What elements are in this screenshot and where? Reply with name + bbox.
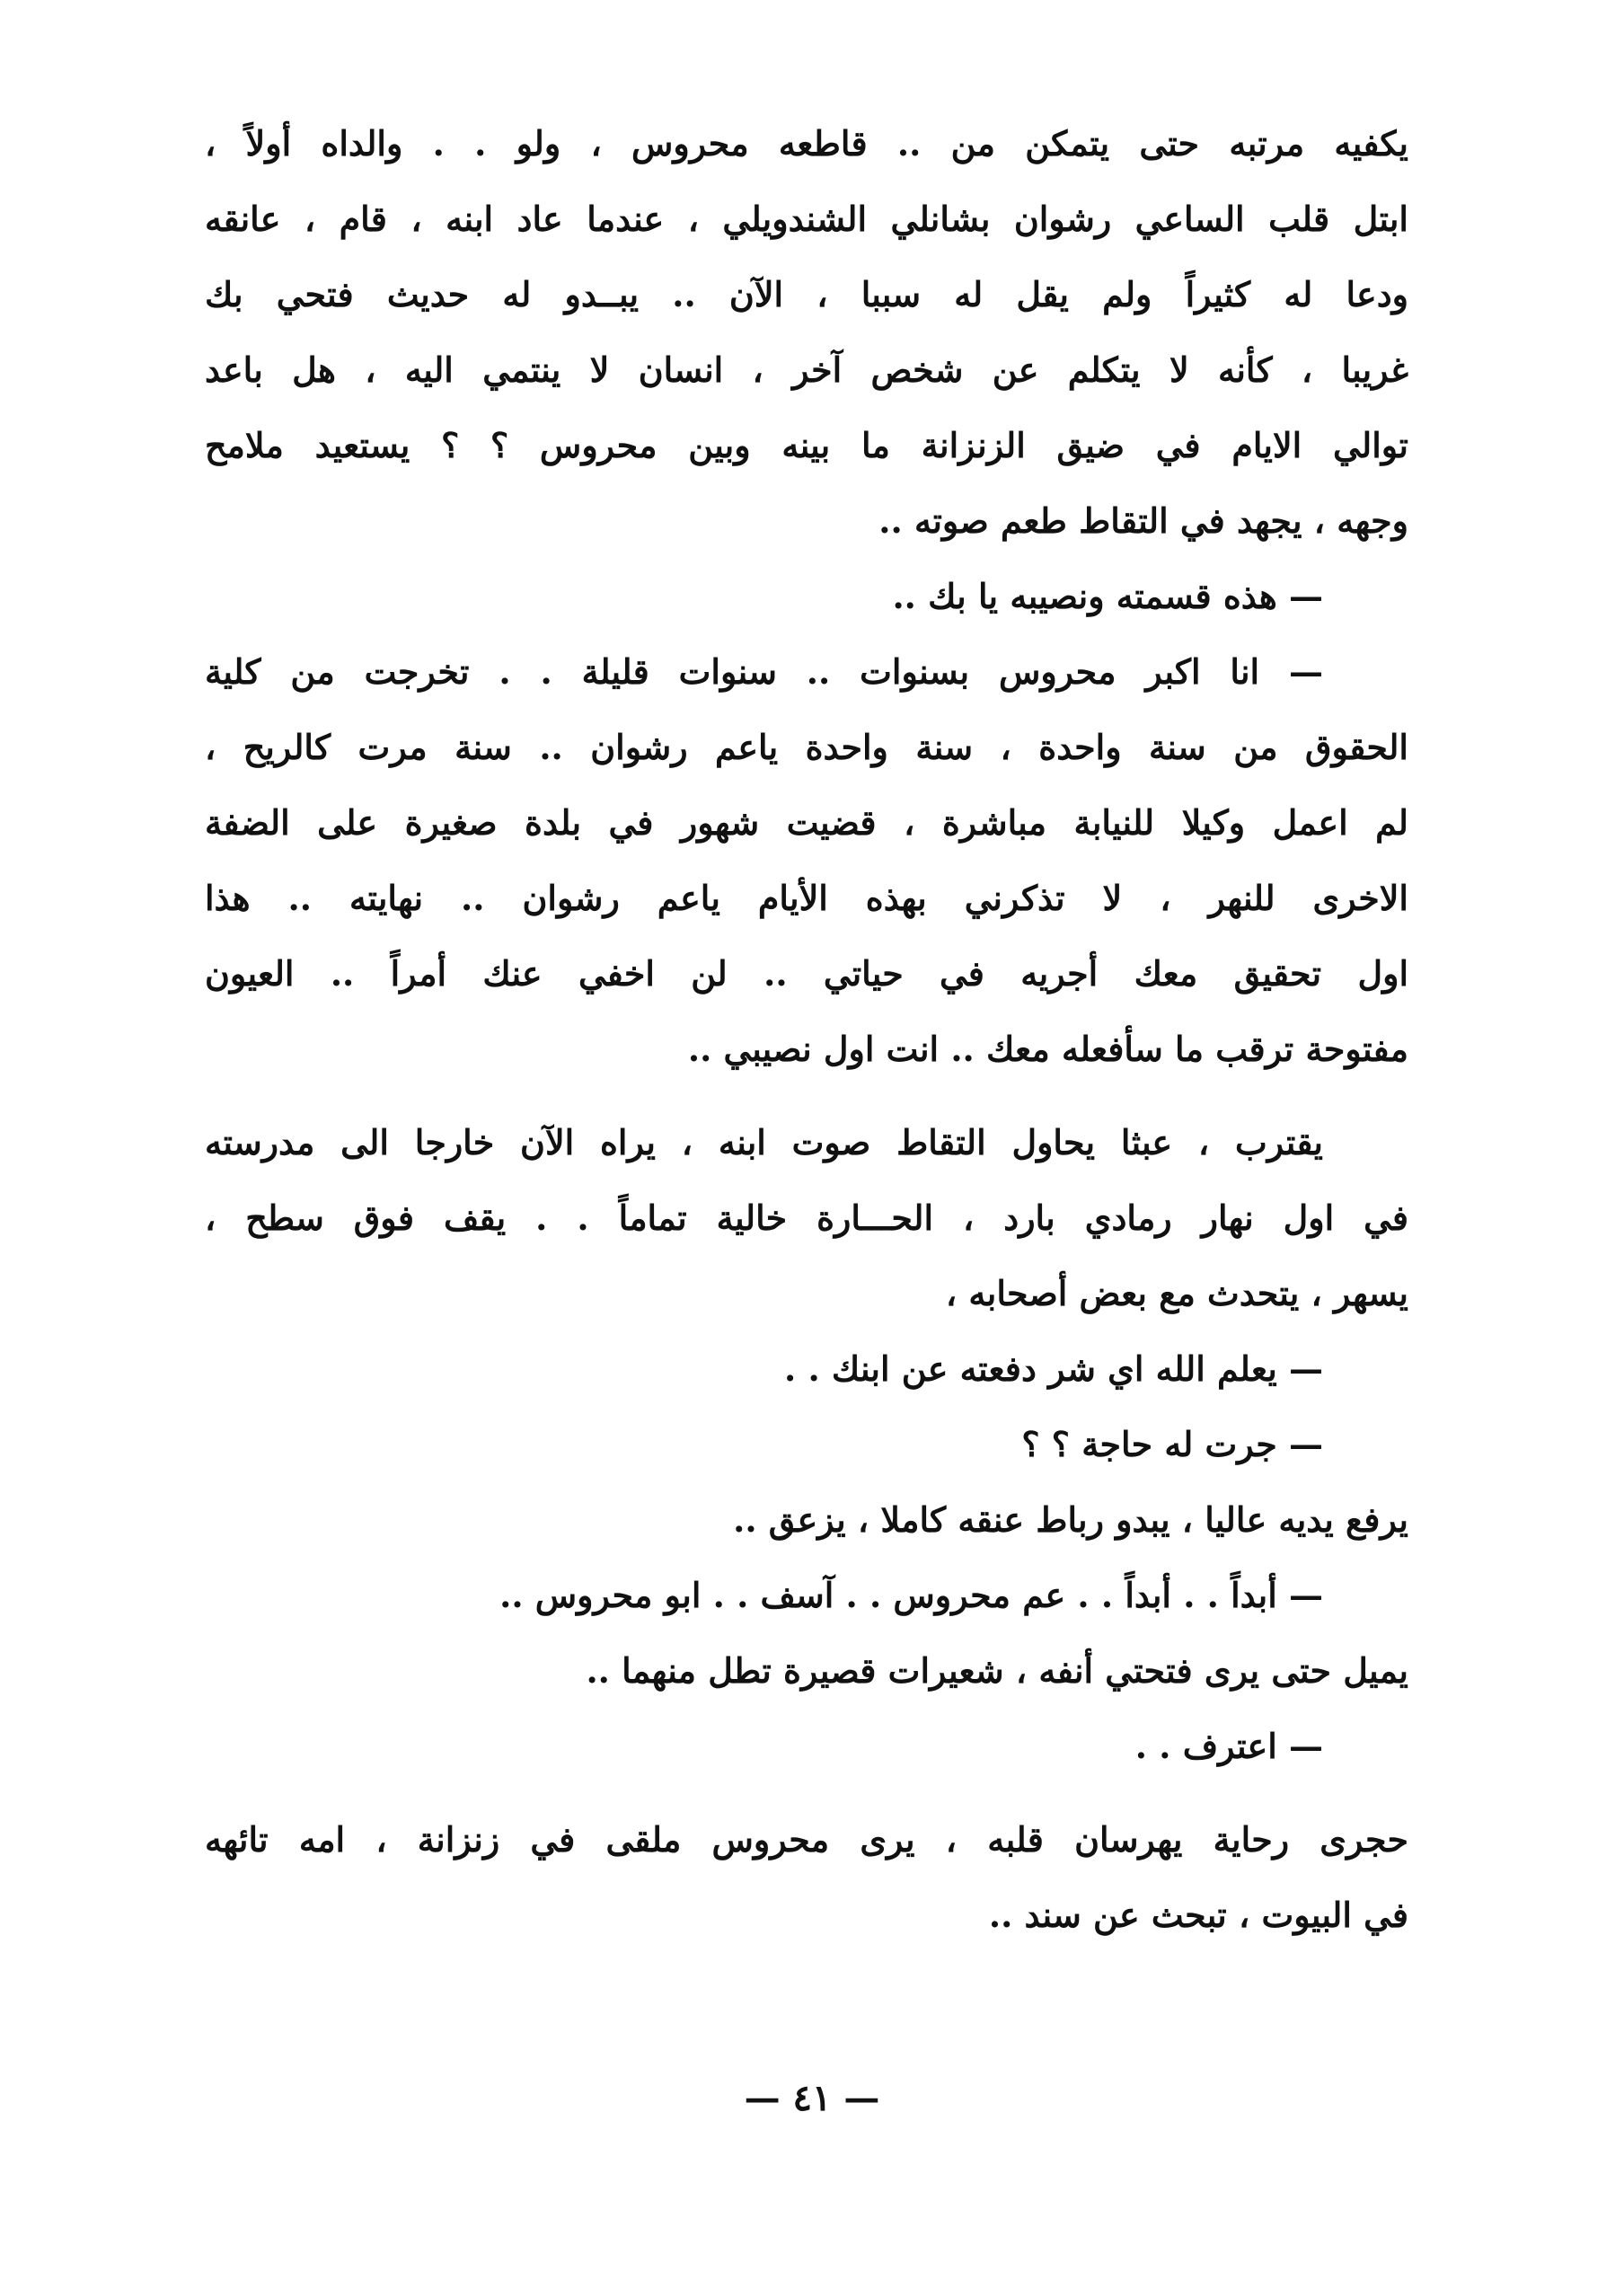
text-line: غريبا ، كأنه لا يتكلم عن شخص آخر ، انسان لا ينتمي اليه ، هل باعد <box>205 349 1408 390</box>
text-line: يميل حتى يرى فتحتي أنفه ، شعيرات قصيرة تطل منهما .. <box>586 1650 1408 1691</box>
dialogue-line: — اعترف . . <box>1134 1726 1323 1766</box>
dialogue-line: — أبداً . . أبداً . . عم محروس . . آسف . . ابو محروس .. <box>499 1575 1323 1615</box>
text-line: في اول نهار رمادي بارد ، الحـــارة خالية تماماً . . يقف فوق سطح ، <box>205 1197 1408 1238</box>
dialogue-line: — هذه قسمته ونصيبه يا بك .. <box>892 576 1323 616</box>
text-line: الاخرى للنهر ، لا تذكرني بهذه الأيام ياعم رشوان .. نهايته .. هذا <box>205 878 1408 918</box>
text-line: يسهر ، يتحدث مع بعض أصحابه ، <box>945 1273 1408 1313</box>
text-line: الحقوق من سنة واحدة ، سنة واحدة ياعم رشوان .. سنة مرت كالريح ، <box>205 727 1408 767</box>
text-line: ودعا له كثيراً ولم يقل له سببا ، الآن .. يبــدو له حديث فتحي بك <box>205 274 1408 314</box>
paragraph-gap <box>205 1087 1408 1105</box>
text-line: يرفع يديه عاليا ، يبدو رباط عنقه كاملا ، يزعق .. <box>733 1499 1408 1540</box>
text-line: اول تحقيق معك أجريه في حياتي .. لن اخفي عنك أمراً .. العيون <box>205 953 1408 994</box>
text-line: ابتل قلب الساعي رشوان بشانلي الشندويلي ، عندما عاد ابنه ، قام ، عانقه <box>205 199 1408 239</box>
text-line: توالي الايام في ضيق الزنزانة ما بينه وبين محروس ؟ ؟ يستعيد ملامح <box>205 425 1408 465</box>
text-line: مفتوحة ترقب ما سأفعله معك .. انت اول نصيبي .. <box>687 1029 1408 1069</box>
text-line: يقترب ، عبثا يحاول التقاط صوت ابنه ، يراه الآن خارجا الى مدرسته <box>205 1122 1323 1162</box>
page-number: — ٤١ — <box>744 2077 880 2119</box>
text-line: لم اعمل وكيلا للنيابة مباشرة ، قضيت شهور في بلدة صغيرة على الضفة <box>205 802 1408 843</box>
body-text <box>205 106 1408 1953</box>
dialogue-line: — انا اكبر محروس بسنوات .. سنوات قليلة . . تخرجت من كلية <box>205 651 1323 692</box>
text-line: حجرى رحاية يهرسان قلبه ، يرى محروس ملقى في زنزانة ، امه تائهه <box>205 1819 1408 1860</box>
dialogue-line: — جرت له حاجة ؟ ؟ <box>1021 1424 1323 1464</box>
text-line: يكفيه مرتبه حتى يتمكن من .. قاطعه محروس ، ولو . . والداه أولاً ، <box>205 123 1408 163</box>
dialogue-line: — يعلم الله اي شر دفعته عن ابنك . . <box>784 1348 1323 1389</box>
paragraph-gap <box>205 1784 1408 1802</box>
text-line: وجهه ، يجهد في التقاط طعم صوته .. <box>878 500 1408 541</box>
text-line: في البيوت ، تبحث عن سند .. <box>988 1895 1408 1935</box>
